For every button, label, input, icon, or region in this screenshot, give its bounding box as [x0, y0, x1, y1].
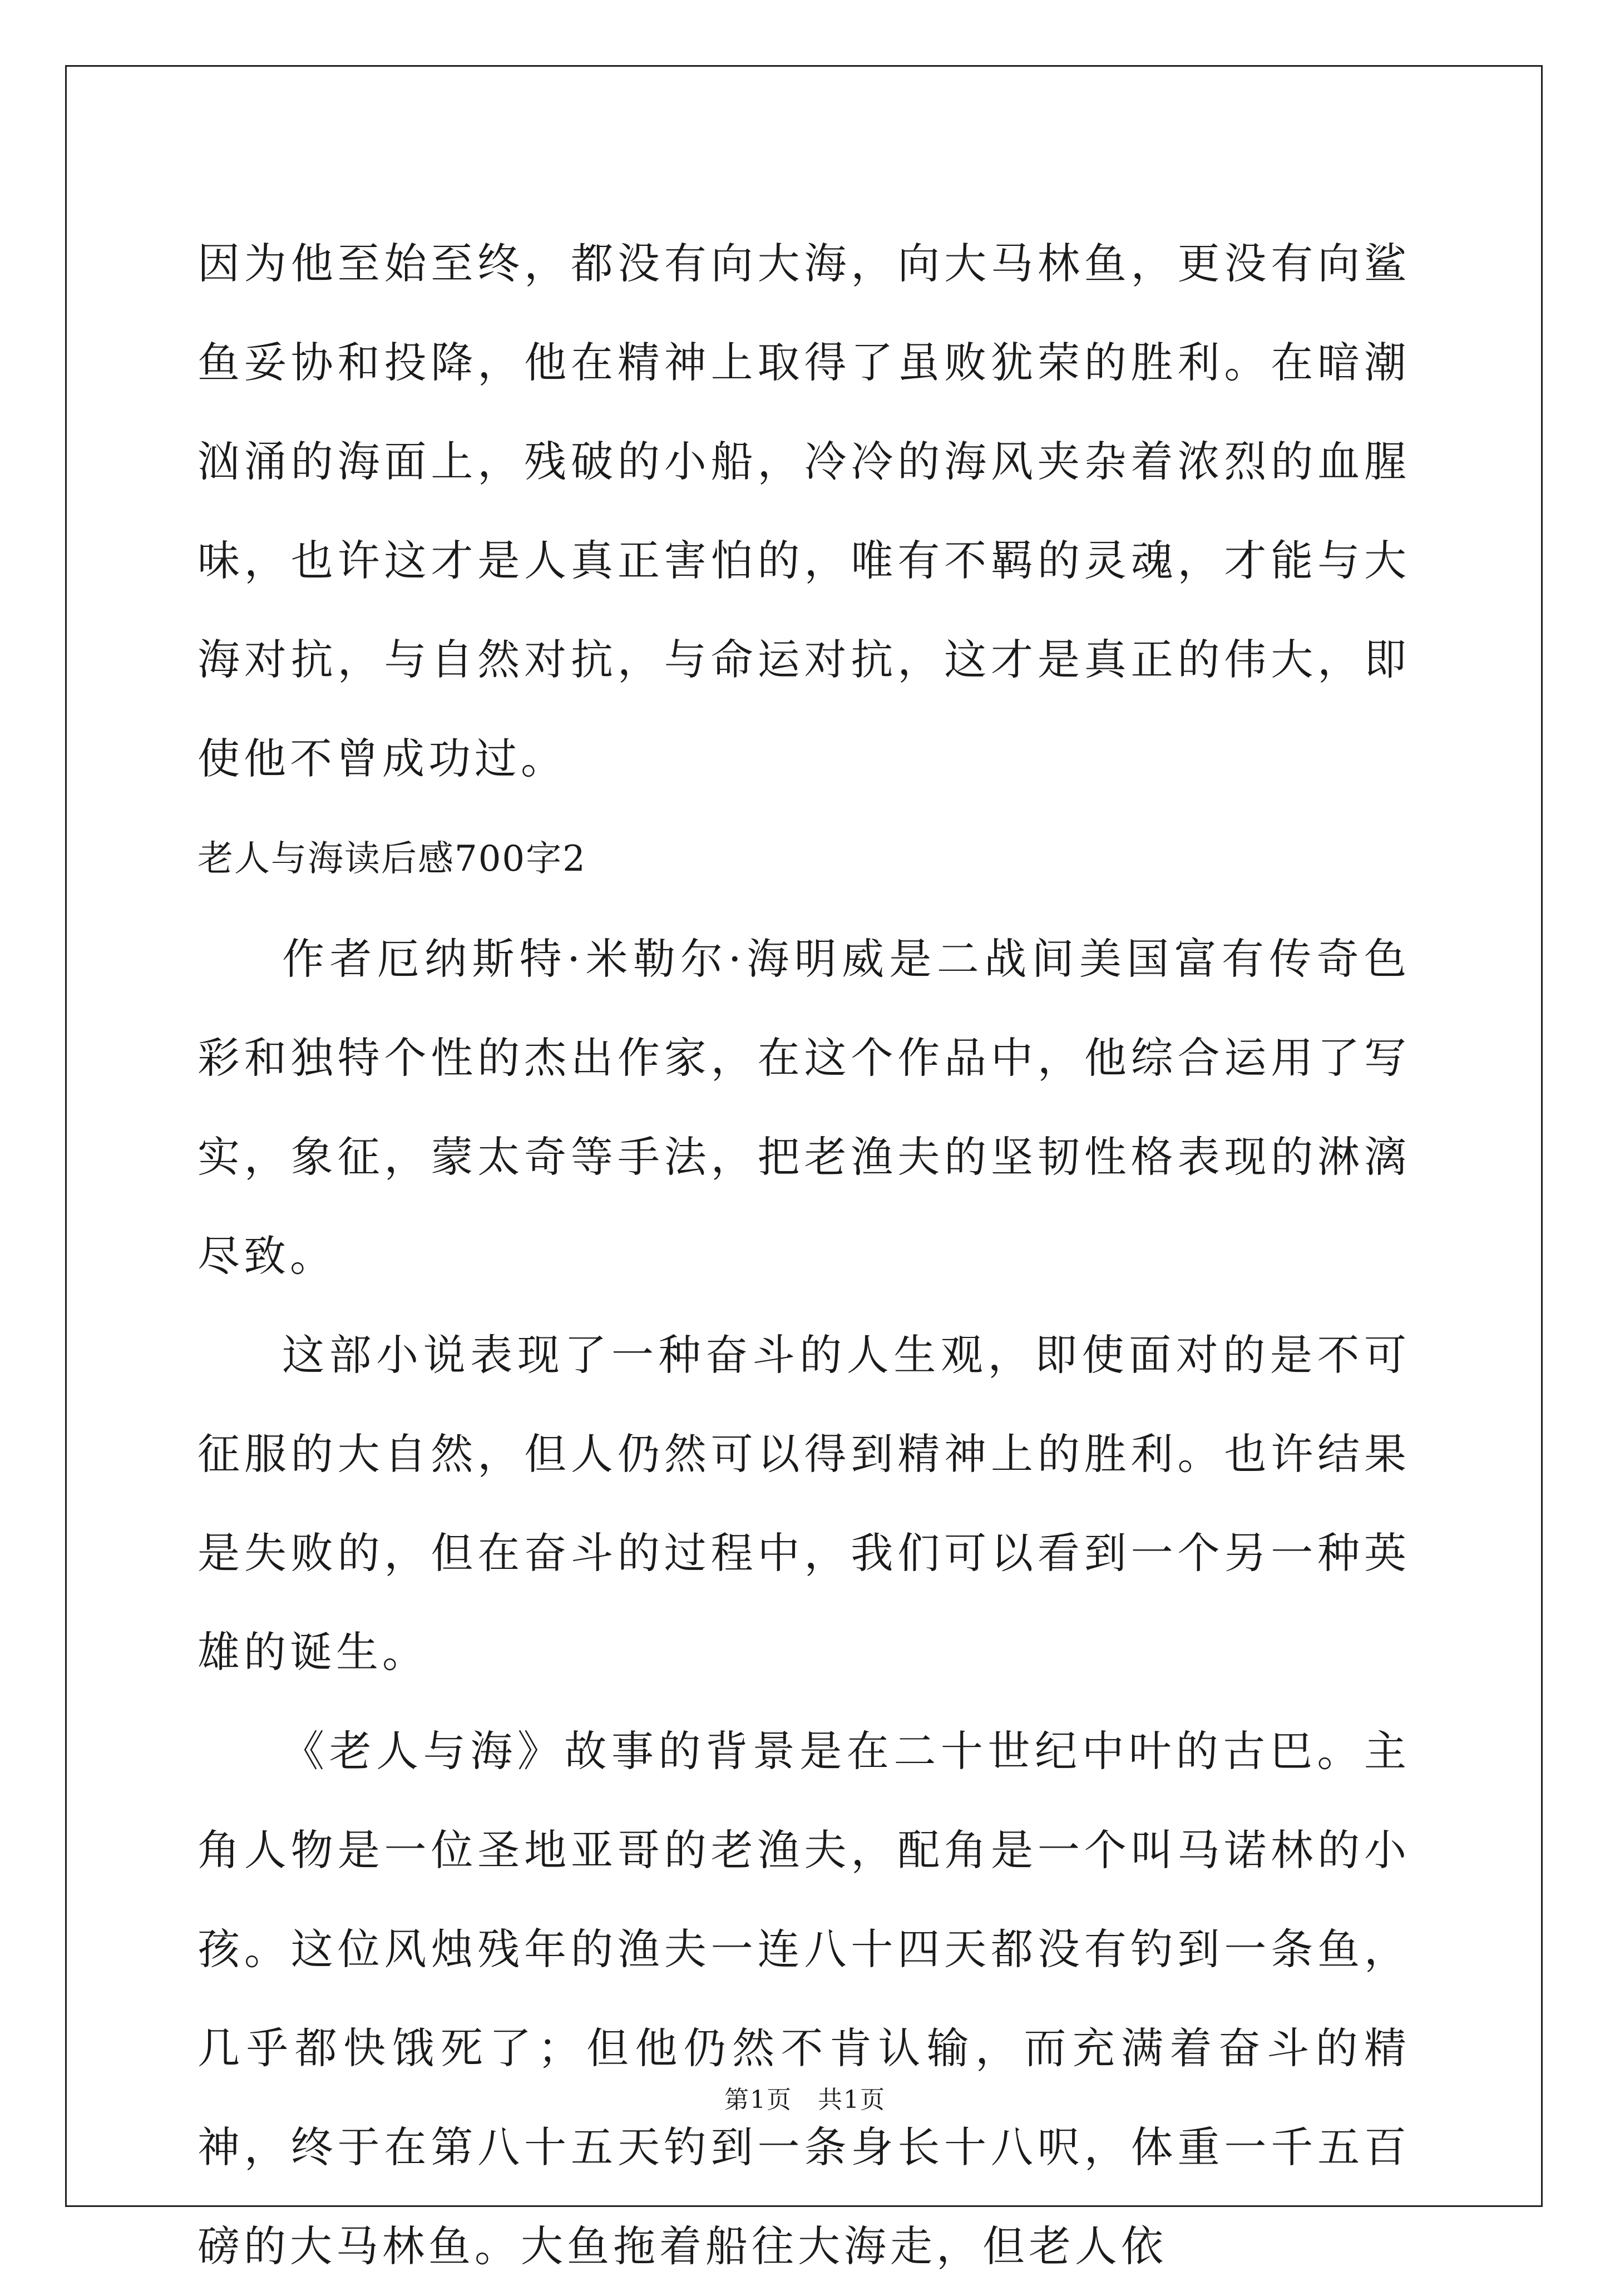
section-heading: 老人与海读后感700字2 [197, 838, 586, 880]
paragraph-story-background: 《老人与海》故事的背景是在二十世纪中叶的古巴。主角人物是一位圣地亚哥的老渔夫，配角是一个叫马诺林的小孩。这位风烛残年的渔夫一连八十四天都没有钓到一条鱼，几乎都快饿死了；但他仍然不肯认输，而充满着奋斗的精神，终于在第八十五天钓到一条身长十八呎，体重一千五百磅的大马林鱼。大鱼拖着船往大海走，但老人依 [197, 1726, 1410, 2271]
paragraph-author-intro: 作者厄纳斯特·米勒尔·海明威是二战间美国富有传奇色彩和独特个性的杰出作家，在这个作品中，他综合运用了写实，象征，蒙太奇等手法，把老渔夫的坚韧性格表现的淋漓尽致。 [197, 934, 1410, 1281]
page-footer: 第1页 共1页 [724, 2086, 886, 2114]
document-body [197, 214, 1410, 2296]
paragraph-theme: 这部小说表现了一种奋斗的人生观，即使面对的是不可征服的大自然，但人仍然可以得到精神上的胜利。也许结果是失败的，但在奋斗的过程中，我们可以看到一个另一种英雄的诞生。 [197, 1330, 1410, 1677]
paragraph-continued: 因为他至始至终，都没有向大海，向大马林鱼，更没有向鲨鱼妥协和投降，他在精神上取得了虽败犹荣的胜利。在暗潮汹涌的海面上，残破的小船，冷冷的海风夹杂着浓烈的血腥味，也许这才是人真正害怕的，唯有不羁的灵魂，才能与大海对抗，与自然对抗，与命运对抗，这才是真正的伟大，即使他不曾成功过。 [197, 239, 1410, 783]
